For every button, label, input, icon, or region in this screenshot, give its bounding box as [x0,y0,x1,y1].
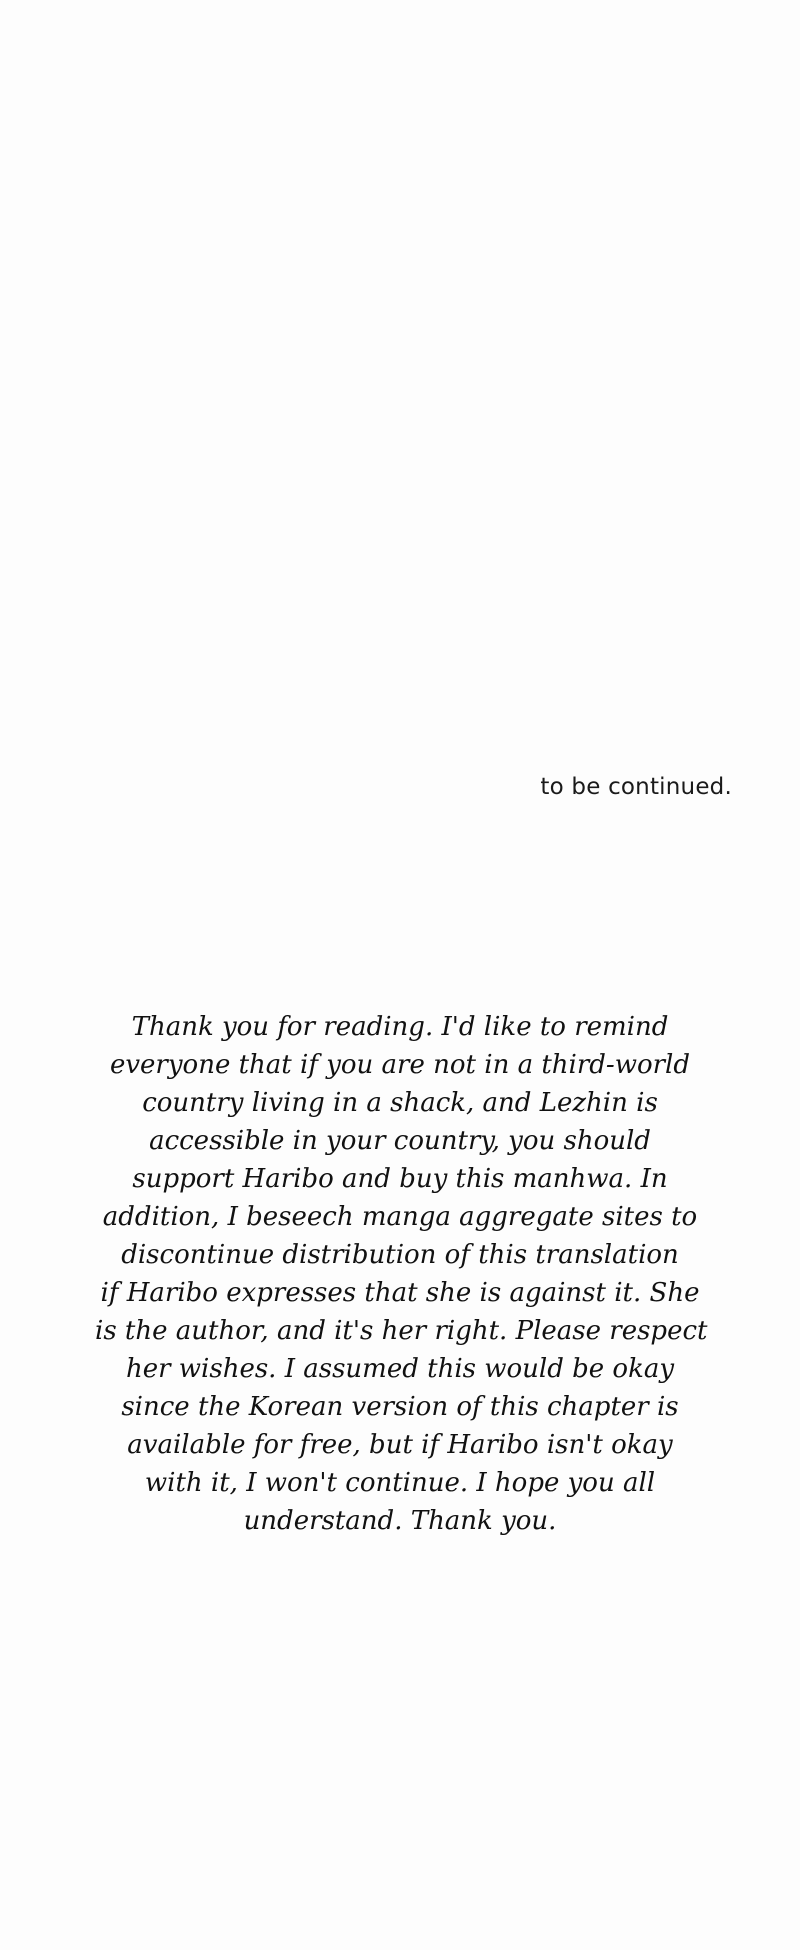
translator-note-line: support Haribo and buy this manhwa. In [132,1164,668,1194]
translator-note [95,1008,708,1540]
translator-note-line: is the author, and it's her right. Please respect [95,1316,708,1346]
translator-note-line: discontinue distribution of this translation [121,1240,679,1270]
translator-note-line: with it, I won't continue. I hope you all [144,1468,656,1498]
translator-note-line: available for free, but if Haribo isn't okay [127,1430,673,1460]
translator-note-line: since the Korean version of this chapter is [121,1392,679,1422]
translator-note-line: understand. Thank you. [243,1506,557,1536]
translator-note-line: accessible in your country, you should [149,1126,651,1156]
translator-note-line: her wishes. I assumed this would be okay [125,1354,675,1384]
translator-note-line: country living in a shack, and Lezhin is [142,1088,658,1118]
translator-note-line: addition, I beseech manga aggregate sites to [102,1202,698,1232]
to-be-continued-text: to be continued. [540,774,732,800]
translator-note-line: if Haribo expresses that she is against it. She [100,1278,700,1308]
translator-note-line: everyone that if you are not in a third-world [109,1050,691,1080]
translator-note-line: Thank you for reading. I'd like to remind [131,1012,669,1042]
